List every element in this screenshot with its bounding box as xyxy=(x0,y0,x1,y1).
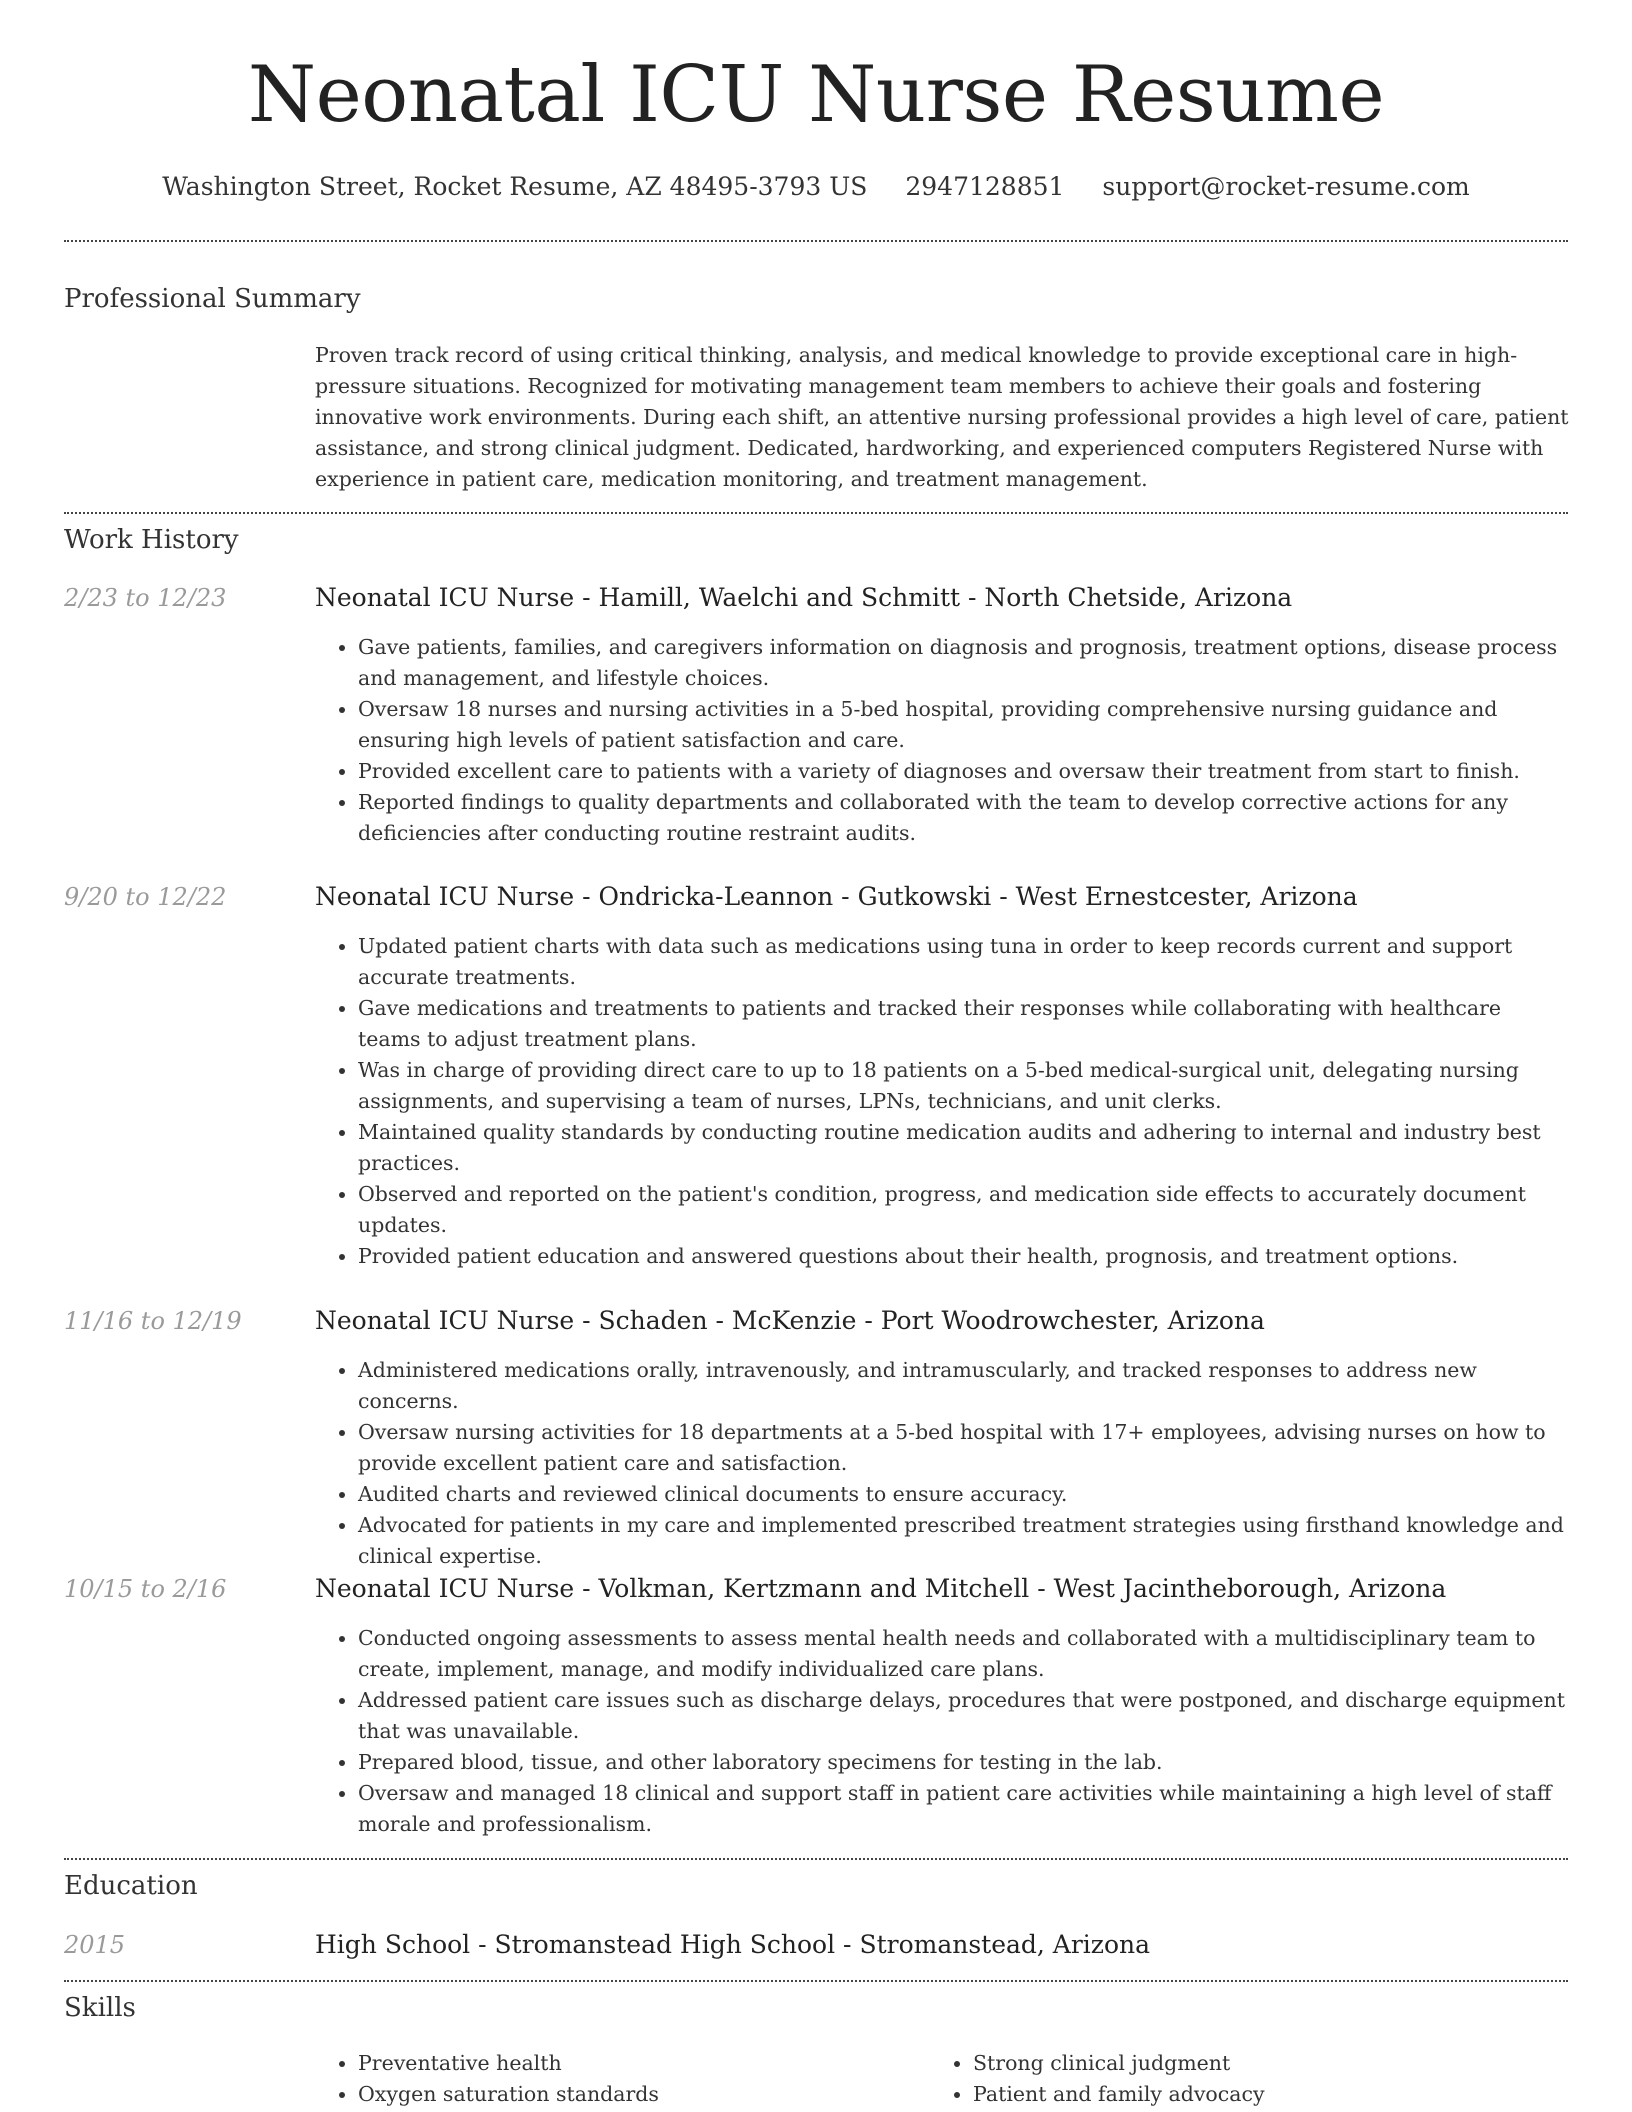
skill-item: • Patient and family advocacy xyxy=(973,2079,1573,2110)
divider xyxy=(64,512,1568,514)
list-item: • Advocated for patients in my care and implemented prescribed treatment strategies using firsthand knowledge and clinical expertise. xyxy=(358,1510,1570,1572)
list-item: • Oversaw nursing activities for 18 departments at a 5-bed hospital with 17+ employees, advising nurses on how to provide excellent patient care and satisfaction. xyxy=(358,1417,1570,1479)
list-item: • Provided patient education and answered questions about their health, prognosis, and treatment options. xyxy=(358,1241,1570,1272)
list-item: • Was in charge of providing direct care to up to 18 patients on a 5-bed medical-surgical unit, delegating nursing assignments, and supervising a team of nurses, LPNs, technicians, and unit clerks. xyxy=(358,1055,1570,1117)
list-item: • Audited charts and reviewed clinical documents to ensure accuracy. xyxy=(358,1479,1570,1510)
email: support@rocket-resume.com xyxy=(1102,172,1470,201)
phone: 2947128851 xyxy=(905,172,1065,201)
list-item: • Oversaw and managed 18 clinical and support staff in patient care activities while maintaining a high level of staff morale and professionalism. xyxy=(358,1778,1570,1840)
address: Washington Street, Rocket Resume, AZ 48495-3793 US xyxy=(162,172,868,201)
summary-heading: Professional Summary xyxy=(64,284,361,314)
list-item: • Updated patient charts with data such as medications using tuna in order to keep records current and support accurate treatments. xyxy=(358,931,1570,993)
divider xyxy=(64,1980,1568,1982)
education-title: High School - Stromanstead High School - Stromanstead, Arizona xyxy=(315,1930,1151,1959)
job-date: 10/15 to 2/16 xyxy=(64,1575,227,1603)
list-item: • Maintained quality standards by conducting routine medication audits and adhering to internal and industry best practices. xyxy=(358,1117,1570,1179)
job-bullets xyxy=(315,1355,1570,1572)
job-bullets xyxy=(315,632,1570,849)
skill-item: • Oxygen saturation standards xyxy=(358,2079,958,2110)
job-title: Neonatal ICU Nurse - Schaden - McKenzie - Port Woodrowchester, Arizona xyxy=(315,1306,1265,1335)
job-date: 9/20 to 12/22 xyxy=(64,883,227,911)
education-date: 2015 xyxy=(64,1931,126,1959)
list-item: • Administered medications orally, intravenously, and intramuscularly, and tracked responses to address new concerns. xyxy=(358,1355,1570,1417)
list-item: • Gave patients, families, and caregivers information on diagnosis and prognosis, treatment options, disease process and management, and lifestyle choices. xyxy=(358,632,1570,694)
education-heading: Education xyxy=(64,1871,198,1901)
job-bullets xyxy=(315,1623,1570,1840)
list-item: • Prepared blood, tissue, and other laboratory specimens for testing in the lab. xyxy=(358,1747,1570,1778)
divider xyxy=(64,240,1568,242)
divider xyxy=(64,1858,1568,1860)
contact-line xyxy=(0,172,1632,201)
job-date: 2/23 to 12/23 xyxy=(64,584,227,612)
skill-item: • Strong clinical judgment xyxy=(973,2048,1573,2079)
list-item: • Observed and reported on the patient's condition, progress, and medication side effects to accurately document updates. xyxy=(358,1179,1570,1241)
resume-title: Neonatal ICU Nurse Resume xyxy=(247,50,1385,140)
job-title: Neonatal ICU Nurse - Volkman, Kertzmann and Mitchell - West Jacintheborough, Arizona xyxy=(315,1574,1447,1603)
summary-text: Proven track record of using critical thinking, analysis, and medical knowledge to provide exceptional care in high-pressure situations. Recognized for motivating management team members to achieve their goals and fostering innovative work environments. During each shift, an attentive nursing professional provides a high level of care, patient assistance, and strong clinical judgment. Dedicated, hardworking, and experienced computers Registered Nurse with experience in patient care, medication monitoring, and treatment management. xyxy=(315,343,1569,491)
job-title: Neonatal ICU Nurse - Hamill, Waelchi and Schmitt - North Chetside, Arizona xyxy=(315,583,1293,612)
skill-item: • Preventative health xyxy=(358,2048,958,2079)
job-date: 11/16 to 12/19 xyxy=(64,1307,242,1335)
work-history-heading: Work History xyxy=(64,525,239,555)
list-item: • Gave medications and treatments to patients and tracked their responses while collaborating with healthcare teams to adjust treatment plans. xyxy=(358,993,1570,1055)
job-bullets xyxy=(315,931,1570,1272)
list-item: • Reported findings to quality departments and collaborated with the team to develop corrective actions for any deficiencies after conducting routine restraint audits. xyxy=(358,787,1570,849)
skills-heading: Skills xyxy=(64,1993,136,2023)
skills-list-left xyxy=(315,2048,958,2110)
job-title: Neonatal ICU Nurse - Ondricka-Leannon - Gutkowski - West Ernestcester, Arizona xyxy=(315,882,1358,911)
list-item: • Provided excellent care to patients with a variety of diagnoses and oversaw their treatment from start to finish. xyxy=(358,756,1570,787)
list-item: • Conducted ongoing assessments to assess mental health needs and collaborated with a multidisciplinary team to create, implement, manage, and modify individualized care plans. xyxy=(358,1623,1570,1685)
list-item: • Addressed patient care issues such as discharge delays, procedures that were postponed, and discharge equipment that was unavailable. xyxy=(358,1685,1570,1747)
skills-list-right xyxy=(930,2048,1573,2110)
list-item: • Oversaw 18 nurses and nursing activities in a 5-bed hospital, providing comprehensive nursing guidance and ensuring high levels of patient satisfaction and care. xyxy=(358,694,1570,756)
